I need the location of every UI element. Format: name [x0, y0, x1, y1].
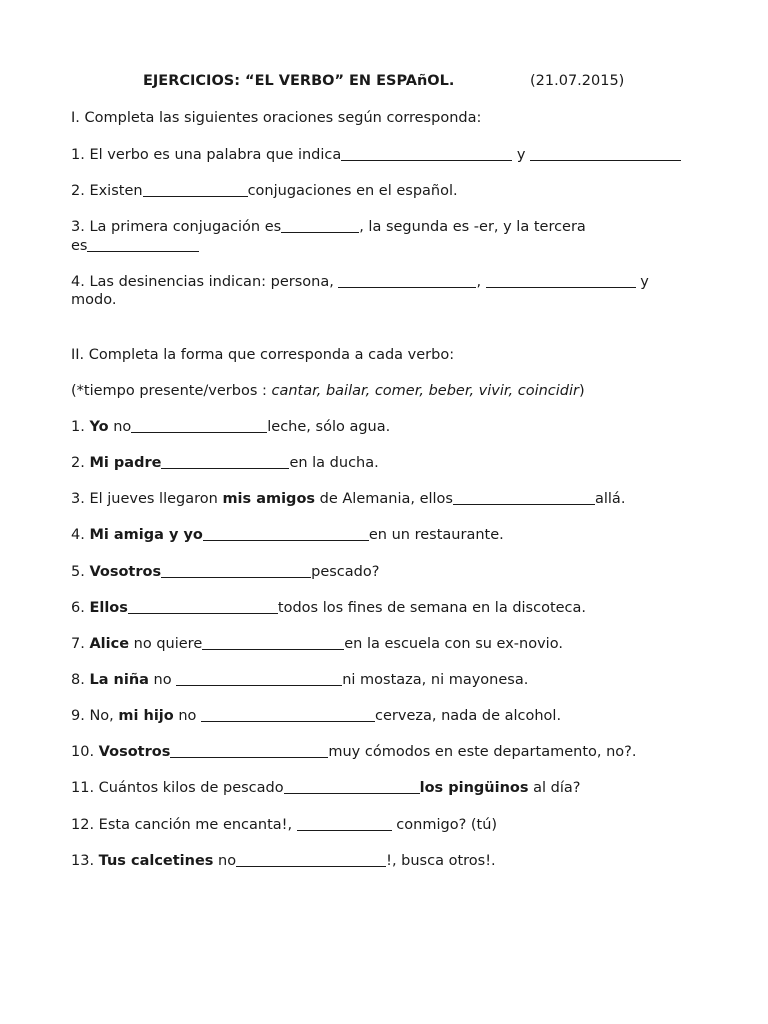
- answer-blank[interactable]: [530, 146, 681, 161]
- worksheet-date: (21.07.2015): [530, 73, 625, 89]
- exercise-2-1: [71, 418, 390, 436]
- exercise-text: en un restaurante.: [368, 527, 504, 543]
- exercise-text: ni mostaza, ni mayonesa.: [342, 672, 529, 688]
- exercise-subject: Ellos: [89, 600, 128, 616]
- exercise-number: 9. No,: [71, 708, 119, 724]
- exercise-text: al día?: [528, 780, 581, 796]
- exercise-text: !, busca otros!.: [386, 853, 496, 869]
- exercise-2-8: [71, 671, 528, 689]
- worksheet-title: EJERCICIOS: “EL VERBO” EN ESPAñOL.: [143, 73, 455, 89]
- exercise-subject: Vosotros: [89, 564, 162, 580]
- exercise-text: allá.: [594, 491, 626, 507]
- verb-list-verbs: cantar, bailar, comer, beber, vivir, coincidir: [271, 383, 579, 399]
- exercise-number: 13.: [71, 853, 99, 869]
- exercise-text: 4. Las desinencias indican: persona,: [71, 274, 339, 290]
- answer-blank[interactable]: [281, 218, 359, 233]
- exercise-subject: los pingüinos: [419, 780, 529, 796]
- exercise-subject: mi hijo: [118, 708, 174, 724]
- exercise-subject: Alice: [89, 636, 130, 652]
- exercise-2-13: [71, 852, 496, 870]
- exercise-text: en la escuela con su ex-novio.: [344, 636, 563, 652]
- exercise-text: no: [213, 853, 237, 869]
- exercise-subject: Tus calcetines: [98, 853, 214, 869]
- exercise-text: no quiere: [129, 636, 203, 652]
- answer-blank[interactable]: [297, 816, 392, 831]
- exercise-2-7: [71, 635, 563, 653]
- exercise-text: conjugaciones en el español.: [247, 183, 458, 199]
- exercise-text: 12. Esta canción me encanta!,: [71, 817, 297, 833]
- answer-blank[interactable]: [128, 599, 278, 614]
- exercise-text: conmigo? (tú): [391, 817, 498, 833]
- answer-blank[interactable]: [341, 146, 512, 161]
- answer-blank[interactable]: [284, 779, 420, 794]
- exercise-text: no: [148, 672, 177, 688]
- exercise-subject: La niña: [89, 672, 149, 688]
- exercise-text: es: [71, 238, 88, 254]
- exercise-2-10: [71, 743, 636, 761]
- answer-blank[interactable]: [201, 707, 375, 722]
- answer-blank[interactable]: [486, 273, 636, 288]
- exercise-text: no: [173, 708, 202, 724]
- exercise-text: no: [108, 419, 132, 435]
- exercise-2-9: [71, 707, 561, 725]
- exercise-1-3: [71, 218, 586, 236]
- answer-blank[interactable]: [176, 671, 342, 686]
- exercise-number: 5.: [71, 564, 90, 580]
- exercise-1-4-cont: modo.: [71, 292, 117, 308]
- exercise-subject: Mi padre: [89, 455, 162, 471]
- exercise-text: , la segunda es -er, y la tercera: [359, 219, 586, 235]
- exercise-2-4: [71, 526, 504, 544]
- exercise-text: 11. Cuántos kilos de pescado: [71, 780, 284, 796]
- exercise-number: 10.: [71, 744, 99, 760]
- exercise-1-4: [71, 273, 649, 291]
- answer-blank[interactable]: [453, 490, 595, 505]
- exercise-1-1: [71, 146, 681, 164]
- exercise-2-11: [71, 779, 580, 797]
- exercise-text: 3. La primera conjugación es: [71, 219, 282, 235]
- answer-blank[interactable]: [161, 454, 289, 469]
- answer-blank[interactable]: [161, 563, 311, 578]
- answer-blank[interactable]: [338, 273, 476, 288]
- exercise-number: 3. El jueves llegaron: [71, 491, 223, 507]
- exercise-1-3-cont: [71, 237, 199, 255]
- answer-blank[interactable]: [143, 182, 248, 197]
- verb-list: [71, 382, 585, 400]
- exercise-text: de Alemania, ellos: [315, 491, 453, 507]
- exercise-text: 1. El verbo es una palabra que indica: [71, 147, 342, 163]
- exercise-number: 8.: [71, 672, 90, 688]
- exercise-text: ,: [476, 274, 486, 290]
- exercise-subject: mis amigos: [222, 491, 316, 507]
- exercise-number: 6.: [71, 600, 90, 616]
- exercise-text: muy cómodos en este departamento, no?.: [328, 744, 637, 760]
- exercise-subject: Yo: [89, 419, 109, 435]
- exercise-number: 1.: [71, 419, 90, 435]
- exercise-text: leche, sólo agua.: [267, 419, 391, 435]
- exercise-number: 4.: [71, 527, 90, 543]
- verb-list-suffix: ): [579, 383, 585, 399]
- exercise-text: 2. Existen: [71, 183, 143, 199]
- section-1-heading: I. Completa las siguientes oraciones según corresponda:: [71, 110, 482, 126]
- exercise-2-5: [71, 563, 379, 581]
- exercise-subject: Mi amiga y yo: [89, 527, 203, 543]
- exercise-2-12: [71, 816, 497, 834]
- exercise-text: pescado?: [311, 564, 380, 580]
- exercise-text: y: [635, 274, 649, 290]
- exercise-2-6: [71, 599, 586, 617]
- exercise-text: y: [512, 147, 531, 163]
- exercise-text: todos los fines de semana en la discoteca.: [277, 600, 587, 616]
- exercise-text: en la ducha.: [289, 455, 379, 471]
- section-2-heading: II. Completa la forma que corresponda a cada verbo:: [71, 347, 455, 363]
- answer-blank[interactable]: [131, 418, 267, 433]
- exercise-2-2: [71, 454, 379, 472]
- verb-list-prefix: (*tiempo presente/verbos :: [71, 383, 272, 399]
- exercise-1-2: [71, 182, 458, 200]
- exercise-2-3: [71, 490, 625, 508]
- answer-blank[interactable]: [202, 635, 344, 650]
- exercise-text: cerveza, nada de alcohol.: [375, 708, 562, 724]
- answer-blank[interactable]: [87, 237, 199, 252]
- answer-blank[interactable]: [203, 526, 369, 541]
- exercise-number: 7.: [71, 636, 90, 652]
- exercise-subject: Vosotros: [98, 744, 171, 760]
- answer-blank[interactable]: [170, 743, 328, 758]
- exercise-number: 2.: [71, 455, 90, 471]
- answer-blank[interactable]: [236, 852, 386, 867]
